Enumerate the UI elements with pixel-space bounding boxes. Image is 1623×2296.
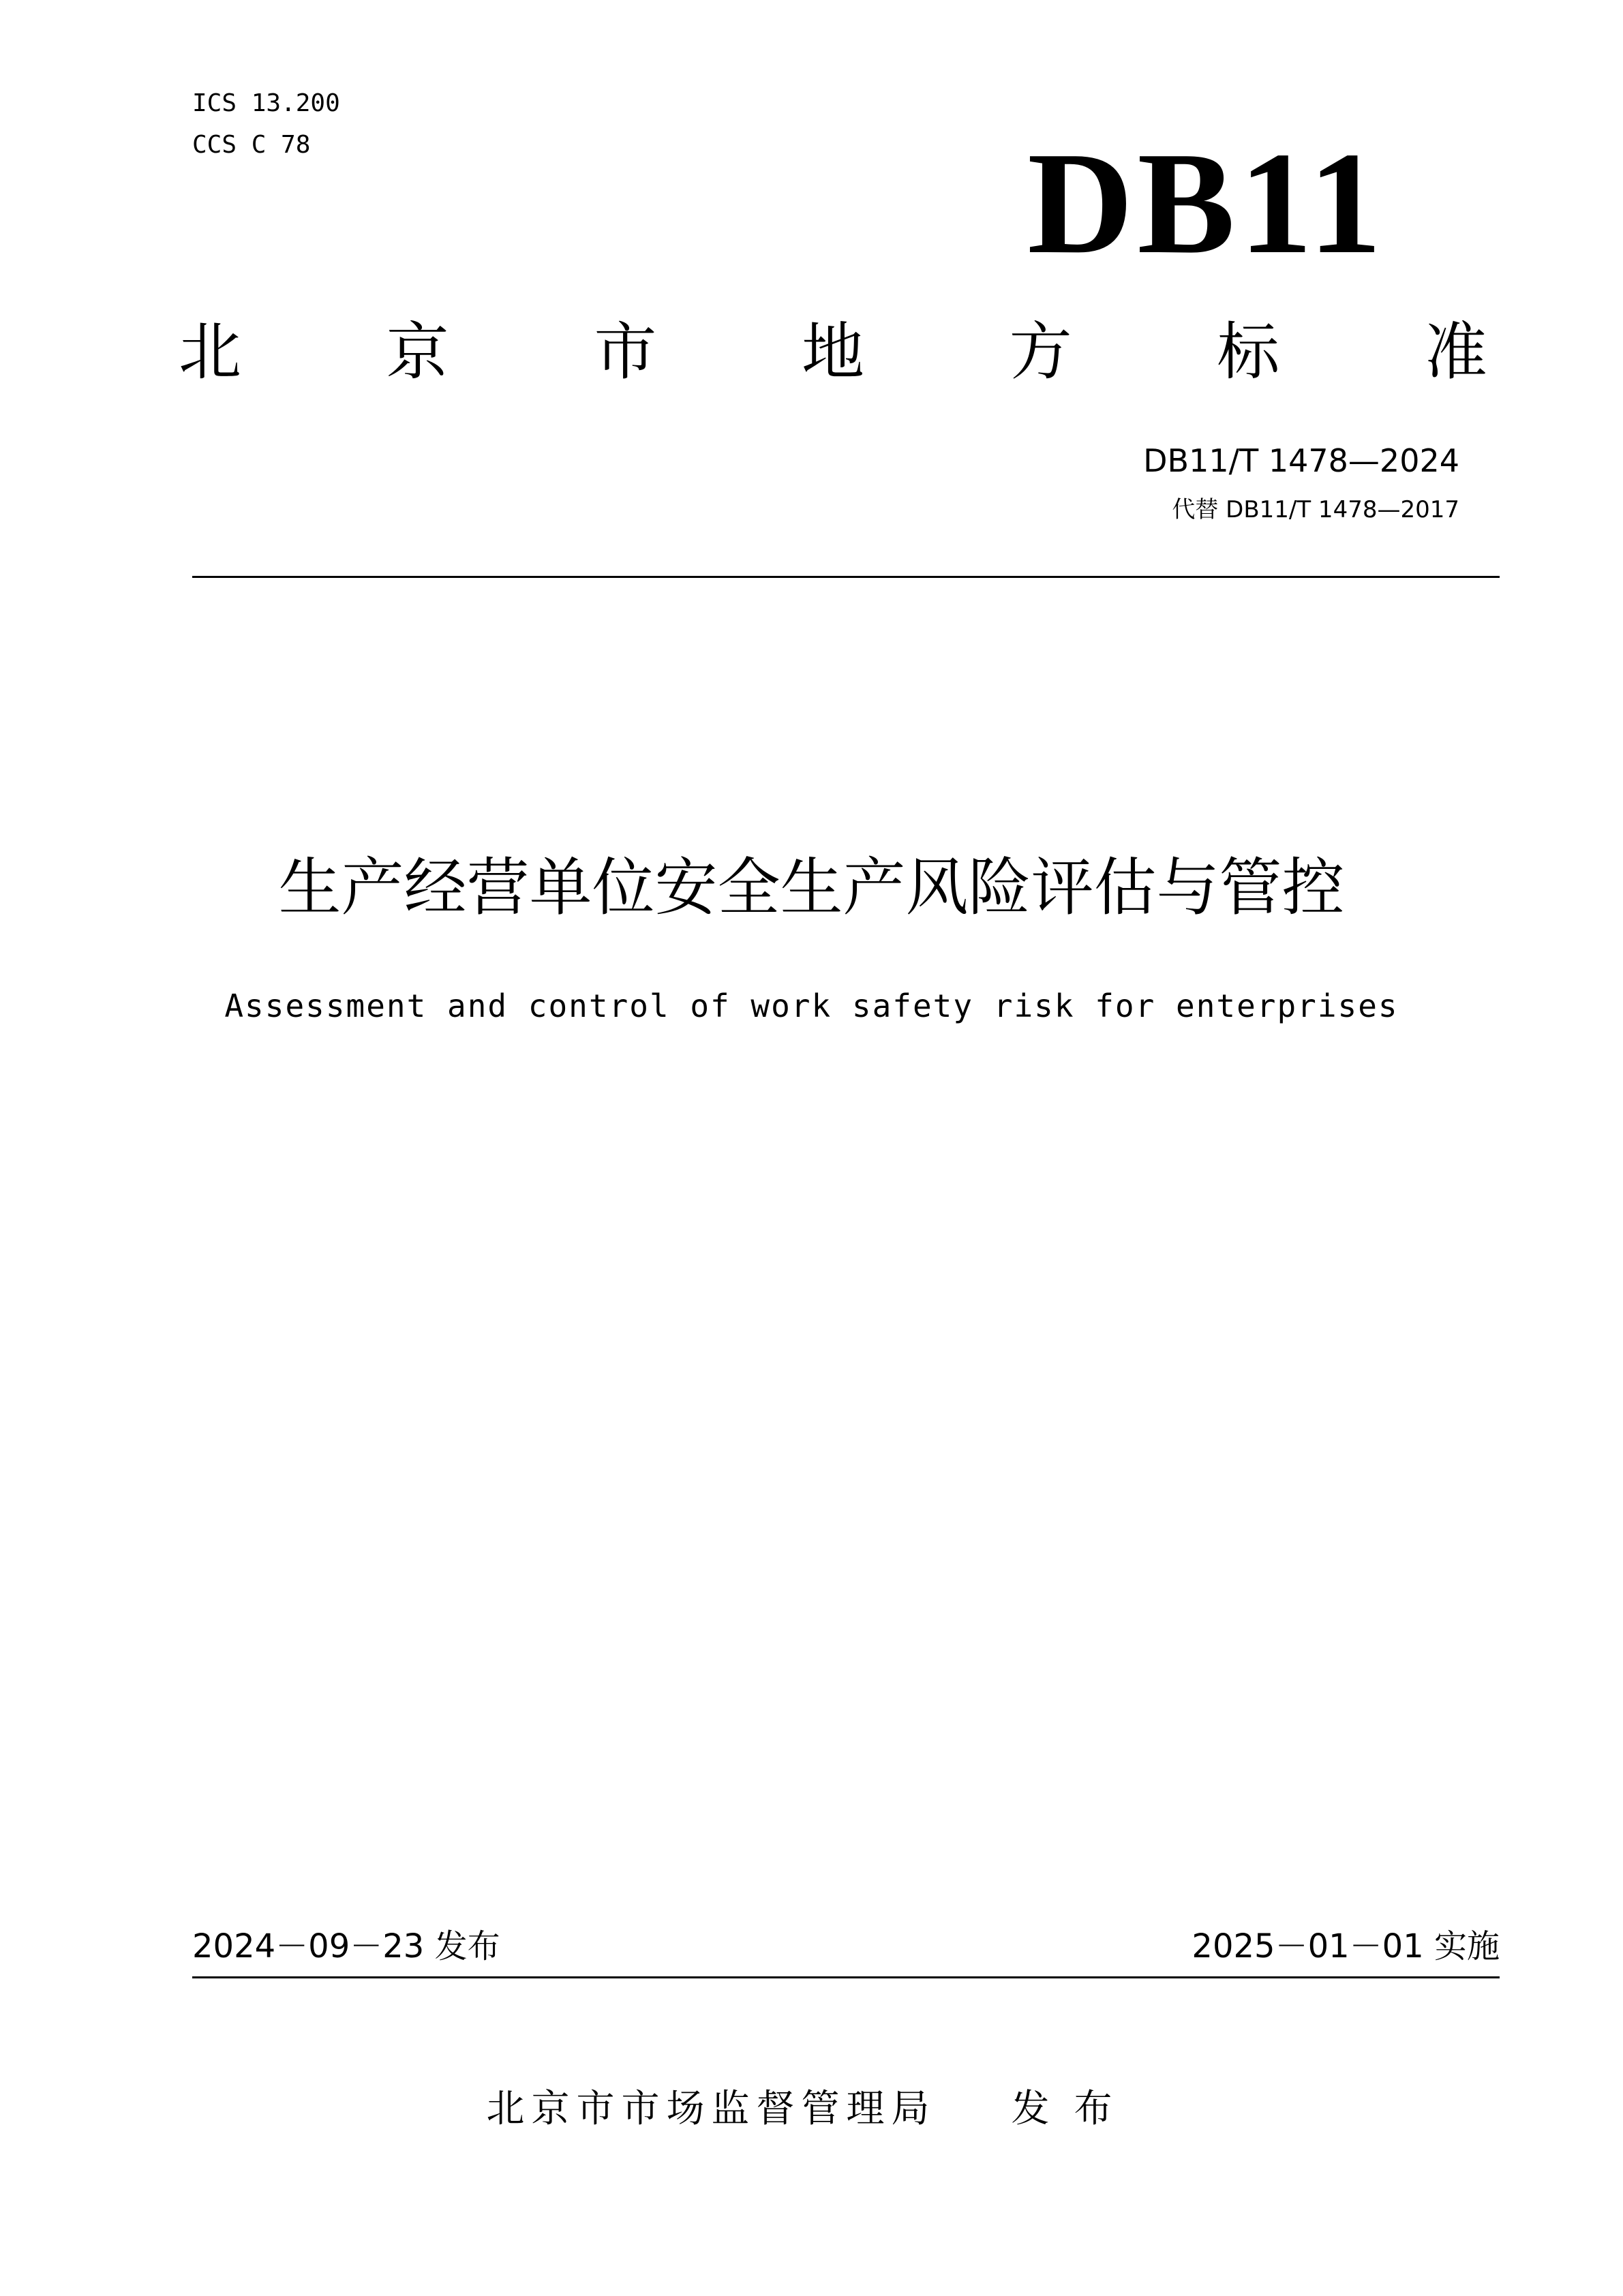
standard-type-char: 北 xyxy=(179,316,242,388)
standard-type-char: 准 xyxy=(1424,316,1487,388)
publisher-name: 北京市市场监督管理局 xyxy=(486,2087,937,2131)
replaces-standard: 代替 DB11/T 1478—2017 xyxy=(1172,496,1459,523)
standard-type-char: 京 xyxy=(386,316,449,388)
ccs-code: CCS C 78 xyxy=(192,131,311,159)
standard-number: DB11/T 1478—2024 xyxy=(1143,442,1459,479)
standard-type-char: 地 xyxy=(801,316,864,388)
ics-code: ICS 13.200 xyxy=(192,89,340,117)
standard-type-char: 市 xyxy=(594,316,657,388)
publisher-line xyxy=(0,2085,1623,2133)
document-title-en: Assessment and control of work safety risk for enterprises xyxy=(224,988,1399,1024)
top-divider xyxy=(192,576,1500,578)
bottom-divider xyxy=(192,1976,1500,1978)
publish-date: 2024－09－23 发布 xyxy=(192,1927,500,1965)
standard-type-char: 标 xyxy=(1217,316,1280,388)
publish-action: 发布 xyxy=(1011,2087,1137,2131)
effective-date: 2025－01－01 实施 xyxy=(1192,1927,1500,1965)
db11-logo: DB11 xyxy=(1027,121,1386,284)
document-title-zh: 生产经营单位安全生产风险评估与管控 xyxy=(278,851,1345,924)
standard-type-heading xyxy=(179,315,1487,390)
standard-type-char: 方 xyxy=(1009,316,1072,388)
